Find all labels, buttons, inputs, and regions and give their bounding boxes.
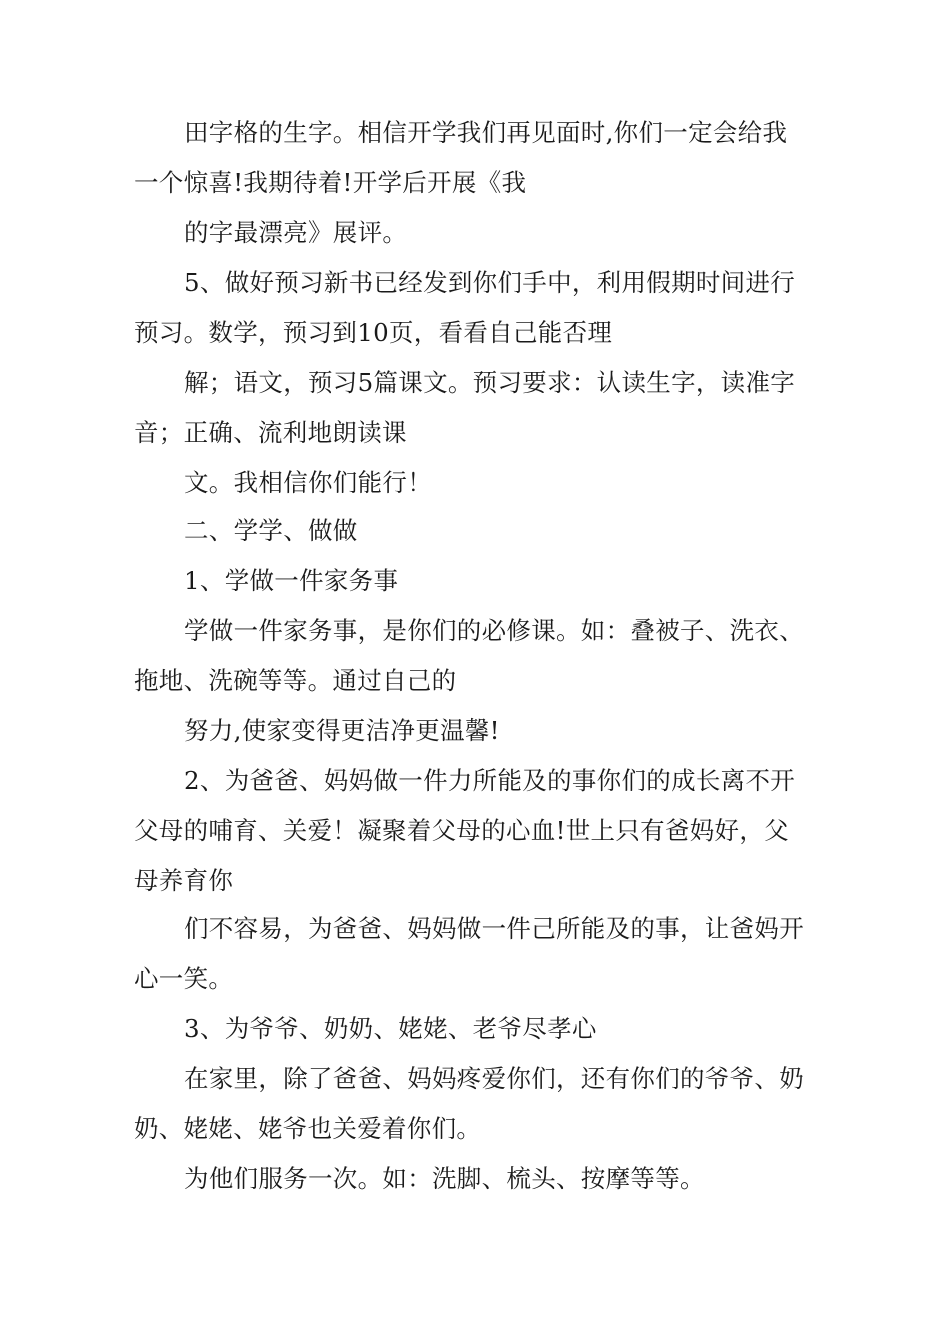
- paragraph-7: 努力,使家变得更洁净更温馨!: [184, 716, 500, 745]
- paragraph-10: 在家里，除了爸爸、妈妈疼爱你们，还有你们的爷爷、奶 奶、姥姥、姥爷也关爱着你们。: [134, 1064, 804, 1143]
- paragraph-6: 学做一件家务事，是你们的必修课。如：叠被子、洗衣、 拖地、洗碗等等。通过自己的: [134, 616, 804, 695]
- subheading-3: 3、为爷爷、奶奶、姥姥、老爷尽孝心: [184, 1014, 597, 1043]
- paragraph-1: 田字格的生字。相信开学我们再见面时,你们一定会给我 一个惊喜!我期待着!开学后开展《我: [134, 118, 788, 197]
- paragraph-3: 5、做好预习新书已经发到你们手中，利用假期时间进行 预习。数学，预习到10页，看看自己能否理: [134, 268, 796, 347]
- paragraph-9: 们不容易，为爸爸、妈妈做一件己所能及的事，让爸妈开 心一笑。: [134, 914, 804, 993]
- section-heading-2: 二、学学、做做: [184, 516, 358, 545]
- paragraph-5: 文。我相信你们能行！: [184, 468, 432, 497]
- paragraph-11: 为他们服务一次。如：洗脚、梳头、按摩等等。: [184, 1164, 705, 1193]
- paragraph-8: 2、为爸爸、妈妈做一件力所能及的事你们的成长离不开 父母的哺育、关爱！凝聚着父母的心血!世上只有爸妈好，父 母养育你: [134, 766, 796, 895]
- paragraph-2: 的字最漂亮》展评。: [184, 218, 408, 247]
- subheading-1: 1、学做一件家务事: [184, 566, 399, 595]
- paragraph-4: 解；语文，预习5篇课文。预习要求：认读生字，读准字 音；正确、流利地朗读课: [134, 368, 796, 447]
